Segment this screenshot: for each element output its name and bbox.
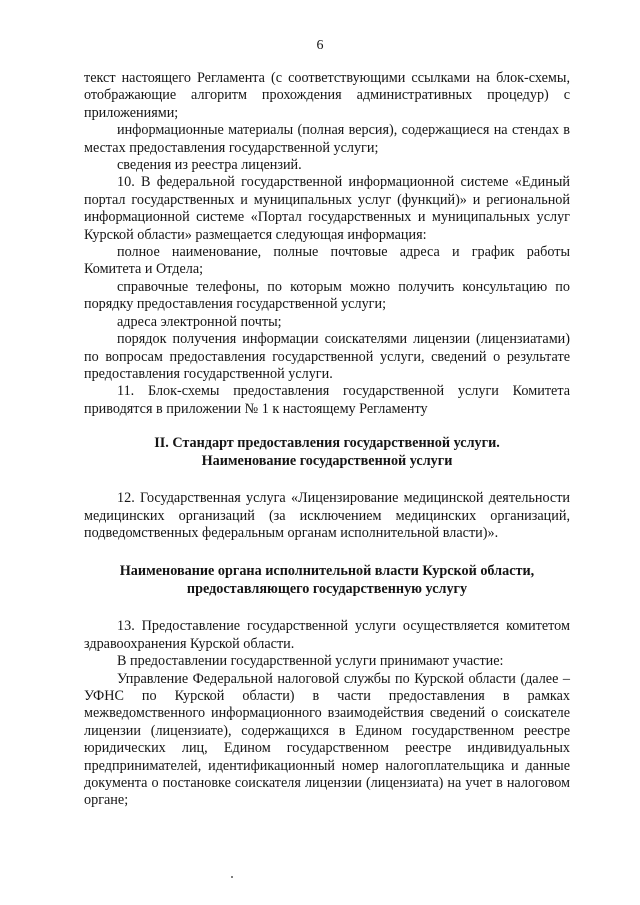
page-number: 6	[316, 38, 324, 53]
paragraph: 12. Государственная услуга «Лицензирование медицинской деятельности медицинских организаций (за исключением медицинских организаций, подведомственных федеральным органам исполнительной власти)».	[84, 490, 570, 541]
paragraph: информационные материалы (полная версия), содержащиеся на стендах в местах предоставления государственной услуги;	[84, 122, 570, 156]
paragraph: 11. Блок-схемы предоставления государственной услуги Комитета приводятся в приложении № 1 к настоящему Регламенту	[84, 383, 570, 417]
scan-speck	[231, 876, 233, 878]
section-heading-line: II. Стандарт предоставления государственной услуги.	[154, 435, 500, 452]
paragraph: текст настоящего Регламента (с соответствующими ссылками на блок-схемы, отображающие алгоритм прохождения административных процедур) с приложениями;	[84, 70, 570, 121]
paragraph: справочные телефоны, по которым можно получить консультацию по порядку предоставления государственной услуги;	[84, 278, 570, 313]
section-heading-line: Наименование государственной услуги	[201, 453, 453, 470]
section-heading-line: предоставляющего государственную услугу	[186, 581, 468, 598]
paragraph: адреса электронной почты;	[117, 313, 282, 330]
paragraph: 10. В федеральной государственной информационной системе «Единый портал государственных и муниципальных услуг (функций)» и региональной информационной системе «Портал государственных и муниципальных услуг Курской области» размещается следующая информация:	[84, 174, 570, 243]
paragraph: Управление Федеральной налоговой службы по Курской области (далее – УФНС по Курской области) в части предоставления в рамках межведомственного информационного взаимодействия сведений о соискателе лицензии (лицензиате), содержащихся в Едином государственном реестре юридических лиц, Едином государственном реестре индивидуальных предпринимателей, идентификационный номер налогоплательщика и данные документа о постановке соискателя лицензии (лицензиата) на учет в налоговом органе;	[84, 670, 570, 809]
paragraph: В предоставлении государственной услуги принимают участие:	[117, 653, 504, 670]
section-heading	[84, 562, 570, 598]
section-heading	[84, 434, 570, 470]
page-content	[84, 70, 570, 810]
paragraph: порядок получения информации соискателями лицензии (лицензиатами) по вопросам предоставления государственной услуги, сведений о результате предоставления государственной услуги.	[84, 331, 570, 382]
paragraph: 13. Предоставление государственной услуги осуществляется комитетом здравоохранения Курской области.	[84, 618, 570, 652]
section-heading-line: Наименование органа исполнительной власти Курской области,	[119, 563, 535, 580]
paragraph: полное наименование, полные почтовые адреса и график работы Комитета и Отдела;	[84, 244, 570, 278]
paragraph: сведения из реестра лицензий.	[117, 157, 302, 174]
